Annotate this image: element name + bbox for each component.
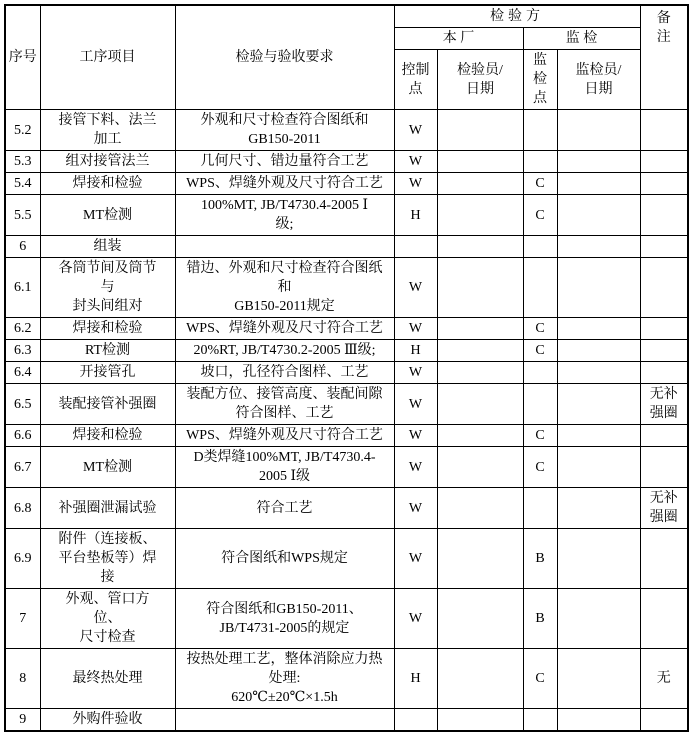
inspector-date-cell [437,362,523,384]
process-item-cell: 组对接管法兰 [40,151,175,173]
supervision-inspector-date-cell [557,425,640,447]
supervision-inspector-date-cell [557,236,640,258]
seq-cell: 6.5 [5,384,40,425]
inspector-date-cell [437,488,523,529]
control-point-cell: W [394,488,437,529]
table-row [5,362,688,384]
control-point-cell: H [394,195,437,236]
requirement-cell: 20%RT, JB/T4730.2-2005 Ⅲ级; [175,340,394,362]
process-item-cell: 外观、管口方 位、 尺寸检查 [40,589,175,649]
supervision-inspector-date-cell [557,110,640,151]
process-item-cell: 附件（连接板、 平台垫板等）焊 接 [40,529,175,589]
remark-cell: 无 [640,649,688,709]
supervision-point-cell [523,258,557,318]
inspector-date-cell [437,425,523,447]
process-item-cell: 补强圈泄漏试验 [40,488,175,529]
control-point-cell: W [394,447,437,488]
supervision-point-cell: C [523,649,557,709]
table-row [5,649,688,709]
table-row [5,447,688,488]
table-header [5,5,688,110]
supervision-inspector-date-cell [557,195,640,236]
process-item-cell: 外购件验收 [40,709,175,732]
supervision-inspector-date-cell [557,362,640,384]
control-point-cell: W [394,258,437,318]
process-item-cell: 焊接和检验 [40,173,175,195]
process-item-cell: 装配接管补强圈 [40,384,175,425]
supervision-inspector-date-cell [557,488,640,529]
control-point-cell: W [394,589,437,649]
process-item-cell: MT检测 [40,195,175,236]
table-row [5,151,688,173]
inspector-date-cell [437,151,523,173]
inspector-date-cell [437,649,523,709]
supervision-point-cell [523,236,557,258]
supervision-inspector-date-cell [557,529,640,589]
supervision-inspector-date-cell [557,258,640,318]
remark-cell: 无补 强圈 [640,488,688,529]
supervision-inspector-date-cell [557,151,640,173]
requirement-cell: 坡口，孔径符合图样、工艺 [175,362,394,384]
seq-cell: 5.5 [5,195,40,236]
table-row [5,195,688,236]
supervision-point-cell: C [523,195,557,236]
process-item-cell: 各筒节间及筒节 与 封头间组对 [40,258,175,318]
remark-cell [640,110,688,151]
remark-cell [640,529,688,589]
supervision-inspector-date-cell [557,589,640,649]
inspector-date-cell [437,709,523,732]
requirement-cell: 100%MT, JB/T4730.4-2005 Ⅰ 级; [175,195,394,236]
remark-cell [640,258,688,318]
control-point-cell: W [394,362,437,384]
remark-cell [640,589,688,649]
requirement-cell: 符合工艺 [175,488,394,529]
supervision-point-cell: C [523,425,557,447]
header-supervision: 监 检 [523,28,640,50]
header-inspector-date: 检验员/ 日期 [437,50,523,110]
header-remark: 备 注 [640,5,688,110]
remark-cell [640,236,688,258]
table-row [5,318,688,340]
control-point-cell: W [394,318,437,340]
table-row [5,709,688,732]
requirement-cell: D类焊缝100%MT, JB/T4730.4- 2005 Ⅰ级 [175,447,394,488]
seq-cell: 6.3 [5,340,40,362]
header-control-point: 控制 点 [394,50,437,110]
requirement-cell: 几何尺寸、错边量符合工艺 [175,151,394,173]
inspector-date-cell [437,195,523,236]
header-seq: 序号 [5,5,40,110]
remark-cell [640,447,688,488]
table-body [5,110,688,732]
control-point-cell: W [394,384,437,425]
seq-cell: 5.3 [5,151,40,173]
supervision-point-cell: B [523,589,557,649]
requirement-cell [175,709,394,732]
inspector-date-cell [437,236,523,258]
supervision-inspector-date-cell [557,318,640,340]
process-item-cell: 焊接和检验 [40,425,175,447]
header-requirements: 检验与验收要求 [175,5,394,110]
control-point-cell [394,236,437,258]
inspector-date-cell [437,447,523,488]
header-supervision-inspector-date: 监检员/ 日期 [557,50,640,110]
control-point-cell: W [394,110,437,151]
control-point-cell: H [394,340,437,362]
requirement-cell: WPS、焊缝外观及尺寸符合工艺 [175,425,394,447]
inspector-date-cell [437,258,523,318]
inspector-date-cell [437,173,523,195]
table-row [5,110,688,151]
seq-cell: 6.8 [5,488,40,529]
remark-cell [640,195,688,236]
requirement-cell: 外观和尺寸检查符合图纸和 GB150-2011 [175,110,394,151]
inspector-date-cell [437,110,523,151]
supervision-inspector-date-cell [557,709,640,732]
seq-cell: 6.7 [5,447,40,488]
process-item-cell: RT检测 [40,340,175,362]
control-point-cell: W [394,173,437,195]
table-row [5,384,688,425]
remark-cell [640,340,688,362]
control-point-cell [394,709,437,732]
supervision-inspector-date-cell [557,173,640,195]
header-inspection-party: 检验方 [394,5,640,28]
process-item-cell: 最终热处理 [40,649,175,709]
seq-cell: 9 [5,709,40,732]
seq-cell: 6.9 [5,529,40,589]
remark-cell [640,362,688,384]
control-point-cell: W [394,529,437,589]
requirement-cell: WPS、焊缝外观及尺寸符合工艺 [175,318,394,340]
table-row [5,340,688,362]
header-row-1 [5,5,688,28]
table-row [5,589,688,649]
supervision-point-cell [523,709,557,732]
header-supervision-point: 监 检 点 [523,50,557,110]
requirement-cell: 按热处理工艺，整体消除应力热 处理: 620℃±20℃×1.5h [175,649,394,709]
table-row [5,488,688,529]
control-point-cell: W [394,151,437,173]
inspector-date-cell [437,340,523,362]
supervision-point-cell [523,151,557,173]
supervision-point-cell [523,384,557,425]
supervision-point-cell: C [523,340,557,362]
supervision-point-cell [523,362,557,384]
remark-cell [640,151,688,173]
inspection-test-plan-table [4,4,689,732]
requirement-cell: 符合图纸和WPS规定 [175,529,394,589]
supervision-point-cell: C [523,447,557,488]
supervision-point-cell [523,488,557,529]
requirement-cell: 装配方位、接管高度、装配间隙 符合图样、工艺 [175,384,394,425]
control-point-cell: W [394,425,437,447]
inspector-date-cell [437,589,523,649]
supervision-point-cell: B [523,529,557,589]
remark-cell [640,425,688,447]
seq-cell: 6.6 [5,425,40,447]
header-process-item: 工序项目 [40,5,175,110]
header-factory: 本 厂 [394,28,523,50]
process-item-cell: 焊接和检验 [40,318,175,340]
seq-cell: 5.4 [5,173,40,195]
seq-cell: 7 [5,589,40,649]
seq-cell: 6.2 [5,318,40,340]
seq-cell: 6.1 [5,258,40,318]
remark-cell [640,318,688,340]
requirement-cell: 错边、外观和尺寸检查符合图纸 和 GB150-2011规定 [175,258,394,318]
seq-cell: 8 [5,649,40,709]
supervision-inspector-date-cell [557,447,640,488]
process-item-cell: MT检测 [40,447,175,488]
supervision-point-cell: C [523,173,557,195]
supervision-point-cell [523,110,557,151]
remark-cell [640,173,688,195]
inspector-date-cell [437,384,523,425]
table-row [5,236,688,258]
table-row [5,258,688,318]
requirement-cell [175,236,394,258]
supervision-inspector-date-cell [557,384,640,425]
seq-cell: 6.4 [5,362,40,384]
seq-cell: 6 [5,236,40,258]
table-row [5,425,688,447]
process-item-cell: 组装 [40,236,175,258]
requirement-cell: 符合图纸和GB150-2011、 JB/T4731-2005的规定 [175,589,394,649]
inspector-date-cell [437,529,523,589]
supervision-inspector-date-cell [557,649,640,709]
inspector-date-cell [437,318,523,340]
supervision-point-cell: C [523,318,557,340]
supervision-inspector-date-cell [557,340,640,362]
table-row [5,529,688,589]
seq-cell: 5.2 [5,110,40,151]
process-item-cell: 开接管孔 [40,362,175,384]
process-item-cell: 接管下料、法兰 加工 [40,110,175,151]
remark-cell: 无补 强圈 [640,384,688,425]
control-point-cell: H [394,649,437,709]
remark-cell [640,709,688,732]
requirement-cell: WPS、焊缝外观及尺寸符合工艺 [175,173,394,195]
table-row [5,173,688,195]
